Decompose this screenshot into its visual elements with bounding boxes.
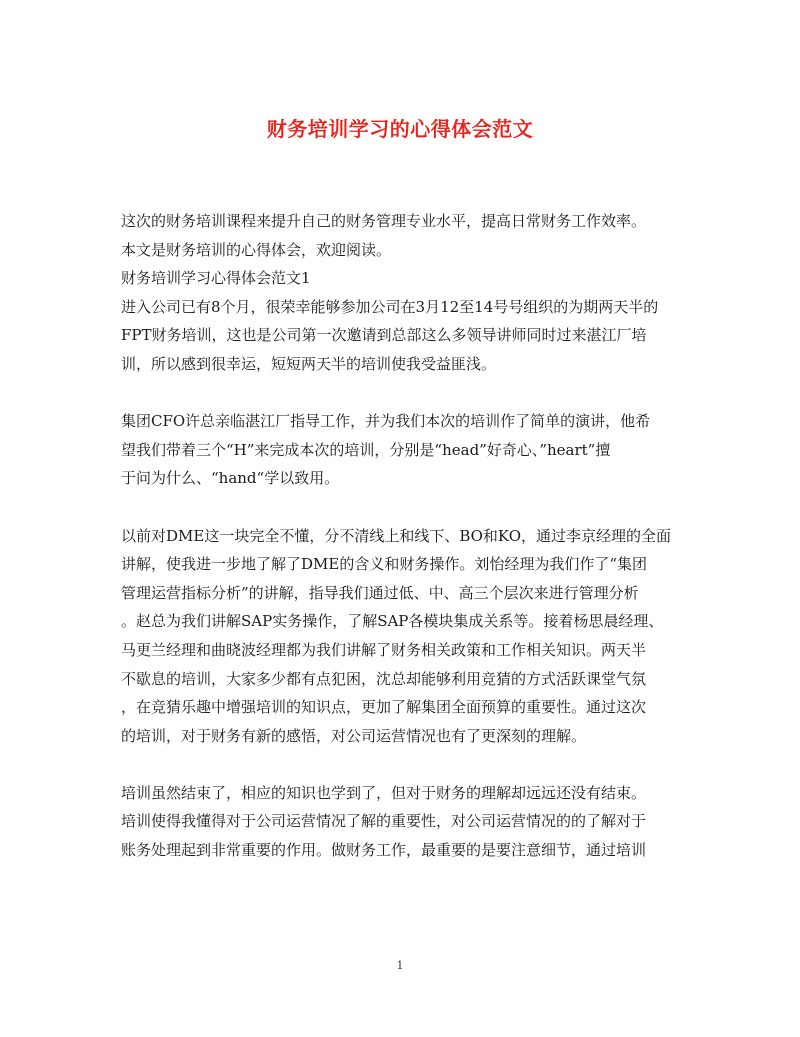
text-line: 集团CFO许总亲临湛江厂指导工作，并为我们本次的培训作了简单的演讲，他希	[121, 412, 651, 431]
text-line: 本文是财务培训的心得体会，欢迎阅读。	[121, 240, 392, 259]
text-line: 望我们带着三个“H”来完成本次的培训，分别是“head”好奇心、”heart”擅	[121, 440, 611, 459]
text-line: 培训使得我懂得对于公司运营情况了解的重要性，对公司运营情况的的了解对于	[121, 812, 647, 831]
document-title: 财务培训学习的心得体会范文	[266, 117, 534, 141]
text-line: 账务处理起到非常重要的作用。做财务工作，最重要的是要注意细节，通过培训	[121, 841, 647, 860]
paragraph	[121, 407, 687, 493]
text-line: ，在竞猜乐趣中增强培训的知识点，更加了解集团全面预算的重要性。通过这次	[121, 698, 647, 717]
text-line: 讲解，使我进一步地了解了DME的含义和财务操作。刘怡经理为我们作了“集团	[121, 555, 648, 574]
paragraph-spacer	[121, 750, 687, 779]
text-line: 这次的财务培训课程来提升自己的财务管理专业水平，提高日常财务工作效率。	[121, 212, 647, 230]
text-line: 财务培训学习心得体会范文1	[121, 269, 311, 288]
text-line: 管理运营指标分析”的讲解，指导我们通过低、中、高三个层次来进行管理分析	[121, 583, 639, 602]
document-body	[121, 207, 687, 865]
text-line: 以前对DME这一块完全不懂，分不清线上和线下、BO和KO，通过李京经理的全面	[121, 526, 672, 545]
paragraph-spacer	[121, 379, 687, 408]
text-line: 。赵总为我们讲解SAP实务操作，了解SAP各模块集成关系等。接着杨思晨经理、	[121, 612, 664, 631]
text-line: 于问为什么、“hand“学以致用。	[121, 469, 340, 488]
paragraph	[121, 779, 687, 865]
text-line: 训，所以感到很幸运，短短两天半的培训使我受益匪浅。	[121, 354, 497, 373]
text-line: 培训虽然结束了，相应的知识也学到了，但对于财务的理解却远远还没有结束。	[121, 783, 647, 802]
text-line: 不歇息的培训，大家多少都有点犯困，沈总却能够利用竞猜的方式活跃课堂气氛	[121, 669, 647, 688]
page-number: 1	[396, 959, 404, 972]
text-line: FPT财务培训，这也是公司第一次邀请到总部这么多领导讲师同时过来湛江厂培	[121, 326, 647, 345]
paragraph	[121, 522, 687, 751]
paragraph	[121, 207, 687, 379]
paragraph-spacer	[121, 493, 687, 522]
text-line: 进入公司已有8个月，很荣幸能够参加公司在3月12至14号号组织的为期两天半的	[121, 297, 659, 316]
text-line: 马更兰经理和曲晓波经理都为我们讲解了财务相关政策和工作相关知识。两天半	[121, 640, 647, 659]
text-line: 的培训，对于财务有新的感悟，对公司运营情况也有了更深刻的理解。	[121, 726, 587, 745]
